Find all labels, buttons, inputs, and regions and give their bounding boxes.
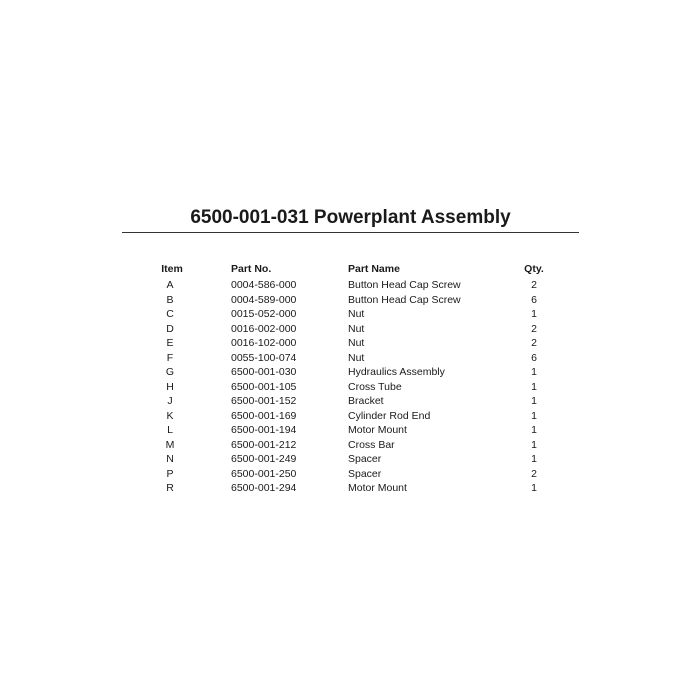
- table-row: [150, 409, 560, 424]
- header-qty: Qty.: [524, 263, 544, 275]
- header-part-no: Part No.: [231, 263, 272, 275]
- qty-cell: 6: [531, 351, 537, 364]
- part-no-cell: 0004-589-000: [231, 293, 297, 306]
- table-row: [150, 394, 560, 409]
- table-row: [150, 423, 560, 438]
- part-no-cell: 0004-586-000: [231, 279, 297, 291]
- parts-table: [150, 262, 560, 496]
- item-cell: E: [166, 337, 174, 349]
- part-name-cell: Nut: [348, 351, 365, 364]
- qty-cell: 1: [531, 453, 537, 465]
- item-cell: N: [166, 453, 174, 465]
- item-cell: P: [166, 467, 174, 480]
- table-row: [150, 322, 560, 337]
- part-name-cell: Spacer: [348, 467, 382, 480]
- table-row: [150, 336, 560, 351]
- item-cell: A: [166, 279, 174, 291]
- qty-cell: 1: [531, 424, 537, 436]
- qty-cell: 1: [531, 438, 537, 451]
- part-no-cell: 6500-001-169: [231, 409, 297, 422]
- table-row: [150, 307, 560, 322]
- qty-cell: 1: [531, 409, 537, 422]
- title-divider: [122, 232, 579, 233]
- part-name-cell: Cylinder Rod End: [348, 409, 431, 422]
- qty-cell: 2: [531, 337, 537, 349]
- qty-cell: 2: [531, 467, 537, 480]
- part-name-cell: Cross Tube: [348, 380, 402, 393]
- part-no-cell: 6500-001-194: [231, 424, 297, 436]
- table-row: [150, 351, 560, 366]
- part-no-cell: 6500-001-250: [231, 467, 297, 480]
- table-row: [150, 278, 560, 293]
- item-cell: D: [166, 322, 174, 335]
- item-cell: K: [166, 409, 174, 422]
- item-cell: J: [167, 395, 173, 407]
- part-no-cell: 0055-100-074: [231, 351, 297, 364]
- table-row: [150, 380, 560, 395]
- part-name-cell: Bracket: [348, 395, 384, 407]
- qty-cell: 1: [531, 366, 537, 378]
- part-name-cell: Motor Mount: [348, 482, 407, 494]
- item-cell: L: [167, 424, 173, 436]
- item-cell: M: [165, 438, 175, 451]
- header-item: Item: [161, 263, 183, 275]
- part-no-cell: 6500-001-294: [231, 482, 297, 494]
- part-no-cell: 6500-001-152: [231, 395, 297, 407]
- item-cell: F: [166, 351, 174, 364]
- item-cell: B: [166, 293, 174, 306]
- item-cell: R: [166, 482, 174, 494]
- part-name-cell: Nut: [348, 322, 365, 335]
- part-no-cell: 0015-052-000: [231, 308, 297, 320]
- page-title: 6500-001-031 Powerplant Assembly: [190, 207, 511, 228]
- qty-cell: 1: [531, 308, 537, 320]
- part-name-cell: Motor Mount: [348, 424, 407, 436]
- item-cell: C: [166, 308, 174, 320]
- part-name-cell: Button Head Cap Screw: [348, 293, 461, 306]
- part-no-cell: 0016-002-000: [231, 322, 297, 335]
- part-name-cell: Nut: [348, 337, 365, 349]
- table-row: [150, 293, 560, 308]
- part-name-cell: Spacer: [348, 453, 382, 465]
- table-row: [150, 438, 560, 453]
- part-no-cell: 6500-001-212: [231, 438, 297, 451]
- table-row: [150, 481, 560, 496]
- part-no-cell: 6500-001-105: [231, 380, 297, 393]
- part-no-cell: 6500-001-249: [231, 453, 297, 465]
- part-no-cell: 6500-001-030: [231, 366, 297, 378]
- table-row: [150, 467, 560, 482]
- qty-cell: 1: [531, 395, 537, 407]
- table-header-row: [150, 262, 560, 277]
- item-cell: G: [165, 366, 175, 378]
- qty-cell: 2: [531, 279, 537, 291]
- qty-cell: 2: [531, 322, 537, 335]
- part-name-cell: Cross Bar: [348, 438, 395, 451]
- qty-cell: 6: [531, 293, 537, 306]
- table-row: [150, 452, 560, 467]
- part-name-cell: Nut: [348, 308, 365, 320]
- part-name-cell: Hydraulics Assembly: [348, 366, 445, 378]
- qty-cell: 1: [531, 482, 537, 494]
- header-part-name: Part Name: [348, 263, 400, 275]
- part-no-cell: 0016-102-000: [231, 337, 297, 349]
- part-name-cell: Button Head Cap Screw: [348, 279, 461, 291]
- table-row: [150, 365, 560, 380]
- item-cell: H: [166, 380, 174, 393]
- qty-cell: 1: [531, 380, 537, 393]
